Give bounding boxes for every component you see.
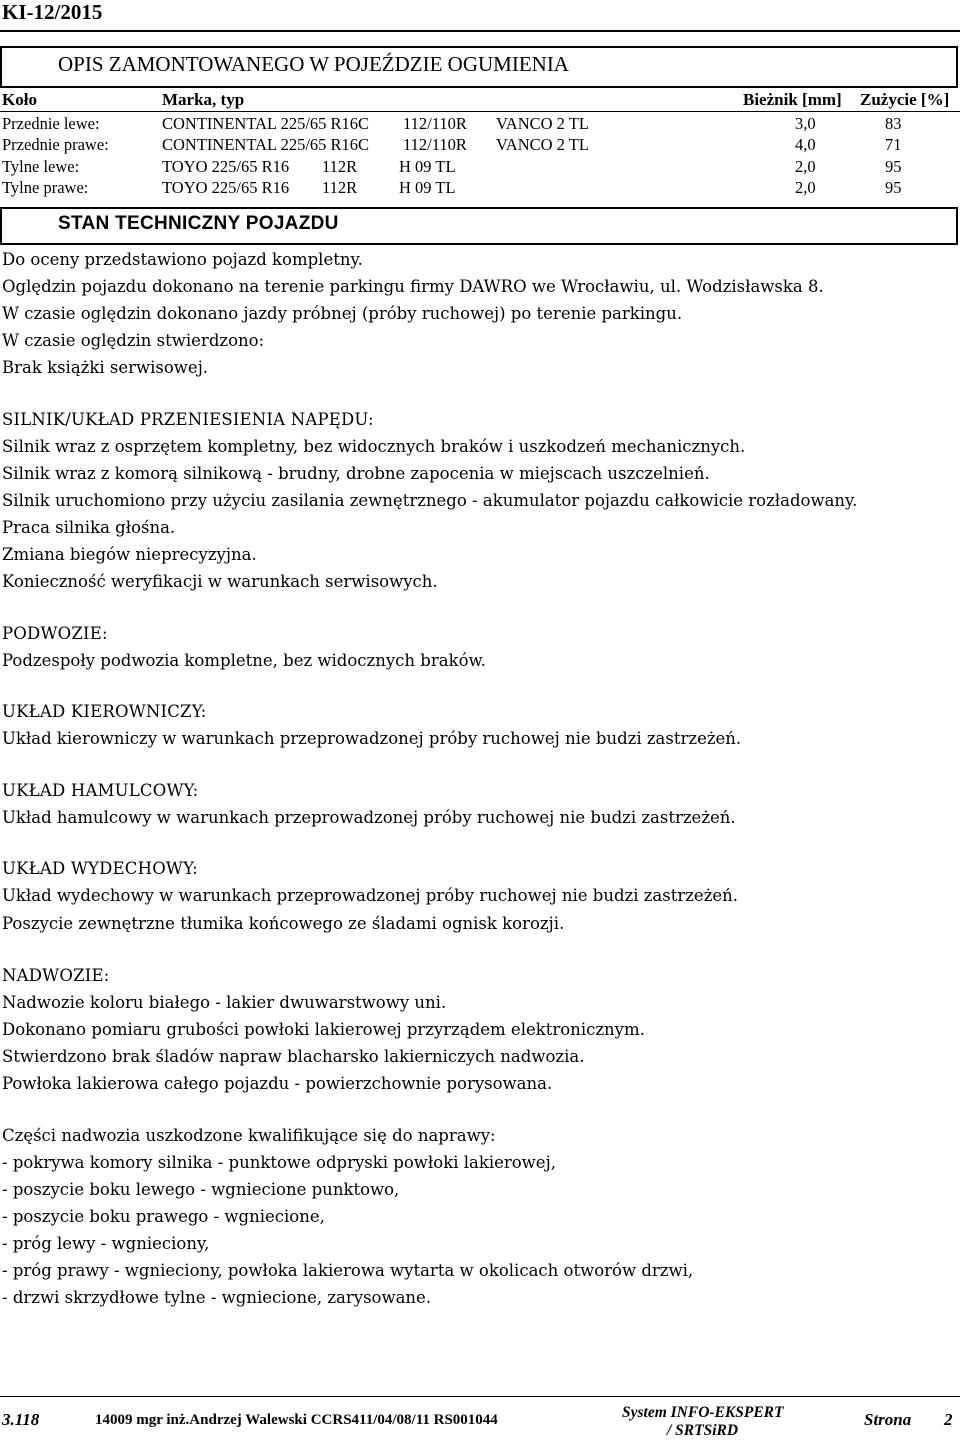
- tire-tread-cell: 3,0: [795, 114, 816, 133]
- description-line: Nadwozie koloru białego - lakier dwuwarstwowy uni.: [2, 993, 447, 1012]
- document-id: KI-12/2015: [2, 0, 103, 24]
- description-line: Układ wydechowy w warunkach przeprowadzonej próby ruchowej nie budzi zastrzeżeń.: [2, 886, 739, 905]
- description-line: Silnik uruchomiono przy użyciu zasilania zewnętrznego - akumulator pojazdu całkowicie rozładowany.: [2, 491, 858, 510]
- description-line: W czasie oględzin dokonano jazdy próbnej (próby ruchowej) po terenie parkingu.: [2, 304, 683, 323]
- description-line: Układ hamulcowy w warunkach przeprowadzonej próby ruchowej nie budzi zastrzeżeń.: [2, 808, 736, 827]
- tire-wear-cell: 71: [885, 135, 902, 154]
- tire-wear-cell: 83: [885, 114, 902, 133]
- column-header-brand: Marka, typ: [162, 90, 245, 109]
- tire-tread-cell: 2,0: [795, 178, 816, 197]
- tire-wheel-cell: Tylne lewe:: [2, 157, 80, 176]
- heading-chassis: PODWOZIE:: [2, 624, 108, 643]
- footer-author: 14009 mgr inż.Andrzej Walewski CCRS411/04/08/11 RS001044: [95, 1412, 498, 1428]
- description-line: - pokrywa komory silnika - punktowe odpryski powłoki lakierowej,: [2, 1153, 556, 1172]
- description-line: Silnik wraz z osprzętem kompletny, bez widocznych braków i uszkodzeń mechanicznych.: [2, 437, 746, 456]
- description-line: - próg lewy - wgnieciony,: [2, 1234, 210, 1253]
- description-line: - próg prawy - wgnieciony, powłoka lakierowa wytarta w okolicach otworów drzwi,: [2, 1261, 694, 1280]
- footer-system-name: System INFO-EKSPERT: [622, 1404, 784, 1421]
- description-line: - poszycie boku lewego - wgniecione punktowo,: [2, 1180, 400, 1199]
- tire-index-cell: 112/110R: [403, 135, 467, 154]
- description-line: Dokonano pomiaru grubości powłoki lakierowej przyrządem elektronicznym.: [2, 1020, 645, 1039]
- heading-steering: UKŁAD KIEROWNICZY:: [2, 702, 207, 721]
- footer-page-number: 2: [944, 1410, 953, 1429]
- tire-brand-cell: CONTINENTAL 225/65 R16C: [162, 114, 370, 133]
- technical-section-title: STAN TECHNICZNY POJAZDU: [58, 213, 339, 234]
- description-line: Zmiana biegów nieprecyzyjna.: [2, 545, 257, 564]
- description-line: W czasie oględzin stwierdzono:: [2, 331, 265, 350]
- description-line: Brak książki serwisowej.: [2, 358, 209, 377]
- column-header-wheel: Koło: [2, 90, 37, 109]
- tire-model-cell: VANCO 2 TL: [496, 114, 589, 133]
- tire-index-cell: 112R: [322, 157, 358, 176]
- page-footer: [0, 1398, 960, 1438]
- description-line: Konieczność weryfikacji w warunkach serwisowych.: [2, 572, 438, 591]
- tire-wheel-cell: Tylne prawe:: [2, 178, 89, 197]
- table-header-rule: [0, 111, 960, 112]
- description-line: Podzespoły podwozia kompletne, bez widocznych braków.: [2, 651, 486, 670]
- tire-tread-cell: 4,0: [795, 135, 816, 154]
- tire-wear-cell: 95: [885, 178, 902, 197]
- tire-wheel-cell: Przednie lewe:: [2, 114, 100, 133]
- footer-rule: [0, 1396, 960, 1397]
- column-header-wear: Zużycie [%]: [860, 90, 950, 109]
- tire-tread-cell: 2,0: [795, 157, 816, 176]
- description-line: Układ kierowniczy w warunkach przeprowadzonej próby ruchowej nie budzi zastrzeżeń.: [2, 729, 742, 748]
- description-line: - poszycie boku prawego - wgniecione,: [2, 1207, 325, 1226]
- tire-row: [0, 157, 960, 179]
- description-line: Powłoka lakierowa całego pojazdu - powierzchownie porysowana.: [2, 1074, 553, 1093]
- description-line: Części nadwozia uszkodzone kwalifikujące się do naprawy:: [2, 1126, 496, 1145]
- tire-row: [0, 114, 960, 136]
- tire-model-cell: H 09 TL: [399, 178, 456, 197]
- tire-wear-cell: 95: [885, 157, 902, 176]
- tire-model-cell: VANCO 2 TL: [496, 135, 589, 154]
- column-header-tread: Bieżnik [mm]: [743, 90, 842, 109]
- tires-section-title: OPIS ZAMONTOWANEGO W POJEŹDZIE OGUMIENIA: [58, 52, 569, 76]
- tire-wheel-cell: Przednie prawe:: [2, 135, 109, 154]
- tire-row: [0, 178, 960, 200]
- tire-index-cell: 112R: [322, 178, 358, 197]
- tire-brand-cell: TOYO 225/65 R16: [162, 157, 290, 176]
- heading-brakes: UKŁAD HAMULCOWY:: [2, 781, 199, 800]
- description-line: Do oceny przedstawiono pojazd kompletny.: [2, 250, 363, 269]
- description-line: Poszycie zewnętrzne tłumika końcowego ze śladami ognisk korozji.: [2, 914, 565, 933]
- description-line: Praca silnika głośna.: [2, 518, 176, 537]
- footer-code: 3.118: [2, 1410, 40, 1429]
- tire-row: [0, 135, 960, 157]
- tire-model-cell: H 09 TL: [399, 157, 456, 176]
- description-line: Stwierdzono brak śladów napraw blacharsko lakierniczych nadwozia.: [2, 1047, 585, 1066]
- tire-brand-cell: TOYO 225/65 R16: [162, 178, 290, 197]
- tire-brand-cell: CONTINENTAL 225/65 R16C: [162, 135, 370, 154]
- description-line: Oględzin pojazdu dokonano na terenie parkingu firmy DAWRO we Wrocławiu, ul. Wodzisławska 8.: [2, 277, 824, 296]
- heading-engine: SILNIK/UKŁAD PRZENIESIENIA NAPĘDU:: [2, 410, 374, 429]
- tire-index-cell: 112/110R: [403, 114, 467, 133]
- footer-system-suffix: / SRTSiRD: [667, 1422, 739, 1439]
- description-line: - drzwi skrzydłowe tylne - wgniecione, zarysowane.: [2, 1288, 432, 1307]
- header-rule: [0, 30, 960, 32]
- footer-page-label: Strona: [864, 1410, 912, 1429]
- heading-body: NADWOZIE:: [2, 966, 110, 985]
- heading-exhaust: UKŁAD WYDECHOWY:: [2, 859, 198, 878]
- description-line: Silnik wraz z komorą silnikową - brudny, drobne zapocenia w miejscach uszczelnień.: [2, 464, 710, 483]
